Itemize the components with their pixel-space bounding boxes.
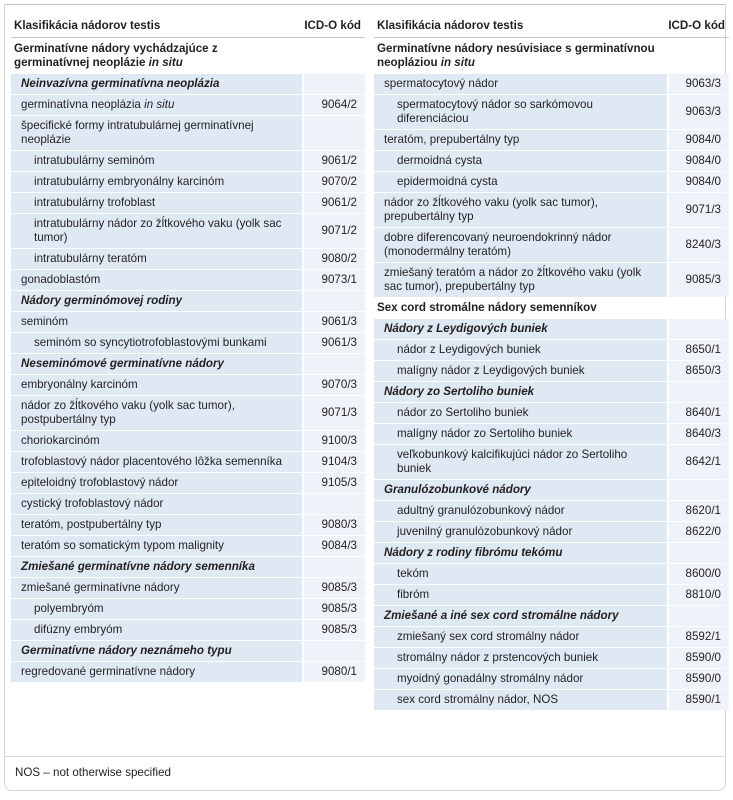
icd-code: 9071/3 xyxy=(667,193,729,227)
icd-code xyxy=(302,291,365,311)
icd-code: 9071/2 xyxy=(302,214,365,248)
table-row xyxy=(374,151,729,171)
row-name-text: Granulózobunkové nádory xyxy=(384,483,531,496)
table-row xyxy=(374,361,729,381)
row-name xyxy=(11,39,302,73)
row-name-text: seminóm xyxy=(21,315,69,328)
icd-code xyxy=(302,116,365,150)
row-name xyxy=(11,193,302,213)
row-name xyxy=(374,298,667,318)
icd-code: 9064/2 xyxy=(302,95,365,115)
row-name-text: seminóm so syncytiotrofoblastovými bunkami xyxy=(34,336,267,349)
table-row xyxy=(11,116,365,150)
row-name-text: zmiešané germinatívne nádory xyxy=(21,581,180,594)
row-name-text: intratubulárny nádor zo žĺtkového vaku (yolk sac tumor) xyxy=(34,217,282,244)
row-name-text: Zmiešané germinatívne nádory semenníka xyxy=(21,560,255,573)
header-icd-code: ICD-O kód xyxy=(302,15,365,38)
icd-code: 9061/3 xyxy=(302,312,365,332)
row-name xyxy=(374,648,667,668)
icd-code: 9063/3 xyxy=(667,95,729,129)
row-name-text: juvenilný granulózobunkový nádor xyxy=(397,525,573,538)
row-name-text: malígny nádor zo Sertoliho buniek xyxy=(397,427,573,440)
icd-code xyxy=(667,480,729,500)
icd-code xyxy=(302,74,365,94)
table-row xyxy=(374,522,729,542)
row-name xyxy=(374,522,667,542)
group-row xyxy=(374,39,729,73)
row-name xyxy=(374,382,667,402)
row-name-text: nádor zo žĺtkového vaku (yolk sac tumor), prepubertálny typ xyxy=(384,196,598,223)
table-row xyxy=(374,501,729,521)
row-name-text: veľkobunkový kalcifikujúci nádor zo Sertoliho buniek xyxy=(397,448,628,475)
subgroup-row xyxy=(11,354,365,374)
row-name xyxy=(374,172,667,192)
row-name xyxy=(374,361,667,381)
row-name xyxy=(374,480,667,500)
row-name xyxy=(11,270,302,290)
table-row xyxy=(374,340,729,360)
row-name-text: nádor zo Sertoliho buniek xyxy=(397,406,529,419)
row-name-text: embryonálny karcinóm xyxy=(21,378,138,391)
table-row xyxy=(374,585,729,605)
table-row xyxy=(11,333,365,353)
table-row xyxy=(11,151,365,171)
icd-code: 9104/3 xyxy=(302,452,365,472)
row-name-text: regredované germinatívne nádory xyxy=(21,665,196,678)
row-name xyxy=(374,340,667,360)
row-name-text: trofoblastový nádor placentového lôžka semenníka xyxy=(21,455,283,468)
row-name-text: intratubulárny seminóm xyxy=(34,154,155,167)
row-name xyxy=(11,151,302,171)
row-name-text: epiteloidný trofoblastový nádor xyxy=(21,476,179,489)
row-name xyxy=(11,641,302,661)
table-row xyxy=(11,214,365,248)
row-name-text: fibróm xyxy=(397,588,430,601)
row-name xyxy=(374,130,667,150)
row-name-text: stromálny nádor z prstencových buniek xyxy=(397,651,599,664)
icd-code xyxy=(667,298,729,318)
row-name-text: Nádory zo Sertoliho buniek xyxy=(384,385,535,398)
row-name-text: intratubulárny teratóm xyxy=(34,252,147,265)
table-row xyxy=(11,578,365,598)
group-row xyxy=(374,298,729,318)
table-header xyxy=(374,15,729,38)
row-name xyxy=(374,501,667,521)
row-name xyxy=(374,39,667,73)
table-row xyxy=(374,424,729,444)
icd-code: 9085/3 xyxy=(302,620,365,640)
table-row xyxy=(11,536,365,556)
icd-code: 8810/0 xyxy=(667,585,729,605)
icd-code: 9084/0 xyxy=(667,130,729,150)
table-header xyxy=(11,15,365,38)
row-name-text: Nádory z rodiny fibrómu tekómu xyxy=(384,546,563,559)
row-name xyxy=(11,515,302,535)
table-row xyxy=(374,669,729,689)
icd-code: 9084/0 xyxy=(667,172,729,192)
table-row xyxy=(374,648,729,668)
table-row xyxy=(11,396,365,430)
icd-code xyxy=(302,39,365,73)
row-name-text: epidermoidná cysta xyxy=(397,175,498,188)
row-name xyxy=(11,494,302,514)
row-name-text: špecifické formy intratubulárnej germinatívnej neoplázie xyxy=(21,119,254,146)
row-name-text: difúzny embryóm xyxy=(34,623,123,636)
row-name xyxy=(374,319,667,339)
icd-code: 8590/1 xyxy=(667,690,729,710)
icd-code: 9105/3 xyxy=(302,473,365,493)
table-row xyxy=(11,599,365,619)
icd-code: 8600/0 xyxy=(667,564,729,584)
subgroup-row xyxy=(374,480,729,500)
row-name xyxy=(11,599,302,619)
icd-code: 9084/0 xyxy=(667,151,729,171)
row-name-text: Germinatívne nádory vychádzajúce z germinatívnej neoplázie xyxy=(14,42,218,69)
icd-code xyxy=(667,543,729,563)
row-name xyxy=(11,396,302,430)
row-name-text: Sex cord stromálne nádory semenníkov xyxy=(377,301,597,314)
icd-code xyxy=(302,354,365,374)
row-name xyxy=(11,452,302,472)
table-row xyxy=(11,375,365,395)
icd-code: 8620/1 xyxy=(667,501,729,521)
icd-code: 9073/1 xyxy=(302,270,365,290)
row-name-text: spermatocytový nádor xyxy=(384,77,499,90)
row-name xyxy=(11,354,302,374)
table-row xyxy=(11,620,365,640)
row-name xyxy=(374,193,667,227)
row-name xyxy=(374,228,667,262)
classification-table-left xyxy=(11,14,365,683)
row-name xyxy=(374,564,667,584)
row-name xyxy=(374,151,667,171)
icd-code: 8590/0 xyxy=(667,648,729,668)
row-name-text: gonadoblastóm xyxy=(21,273,101,286)
table-row xyxy=(11,515,365,535)
table-row xyxy=(374,564,729,584)
row-name-text: germinatívna neoplázia xyxy=(21,98,141,111)
icd-code: 9080/1 xyxy=(302,662,365,682)
icd-code: 9071/3 xyxy=(302,396,365,430)
row-name xyxy=(11,662,302,682)
icd-code: 8640/1 xyxy=(667,403,729,423)
row-name-text: Neseminómové germinatívne nádory xyxy=(21,357,224,370)
table-row xyxy=(11,431,365,451)
row-name-text: Germinatívne nádory neznámeho typu xyxy=(21,644,232,657)
row-name xyxy=(374,585,667,605)
table-row xyxy=(374,445,729,479)
row-name xyxy=(11,473,302,493)
icd-code: 8640/3 xyxy=(667,424,729,444)
icd-code: 9080/3 xyxy=(302,515,365,535)
row-name-text: teratóm, postpubertálny typ xyxy=(21,518,162,531)
row-name xyxy=(374,74,667,94)
row-name-text: Nádory germinómovej rodiny xyxy=(21,294,183,307)
row-name xyxy=(374,690,667,710)
icd-code xyxy=(667,382,729,402)
header-classification: Klasifikácia nádorov testis xyxy=(374,15,667,38)
row-name-text: Nádory z Leydigových buniek xyxy=(384,322,548,335)
row-name xyxy=(374,627,667,647)
row-name-text: zmiešaný sex cord stromálny nádor xyxy=(397,630,580,643)
subgroup-row xyxy=(11,641,365,661)
icd-code: 9070/2 xyxy=(302,172,365,192)
row-name xyxy=(11,620,302,640)
row-name xyxy=(11,249,302,269)
row-name-italic: in situ xyxy=(440,56,475,69)
table-row xyxy=(374,172,729,192)
row-name xyxy=(11,557,302,577)
table-row xyxy=(11,95,365,115)
table-row xyxy=(11,249,365,269)
row-name xyxy=(374,445,667,479)
row-name-text: spermatocytový nádor so sarkómovou diferenciáciou xyxy=(397,98,593,125)
row-name-text: Zmiešané a iné sex cord stromálne nádory xyxy=(384,609,619,622)
table-row xyxy=(374,74,729,94)
icd-code xyxy=(667,319,729,339)
subgroup-row xyxy=(374,543,729,563)
footnote: NOS – not otherwise specified xyxy=(15,766,171,779)
table-row xyxy=(374,263,729,297)
icd-code: 9063/3 xyxy=(667,74,729,94)
subgroup-row xyxy=(374,319,729,339)
icd-code: 8642/1 xyxy=(667,445,729,479)
icd-code xyxy=(302,641,365,661)
row-name xyxy=(11,333,302,353)
icd-code: 8590/0 xyxy=(667,669,729,689)
row-name-text: teratóm, prepubertálny typ xyxy=(384,133,520,146)
row-name xyxy=(374,95,667,129)
row-name xyxy=(11,578,302,598)
table-row xyxy=(11,452,365,472)
row-name-text: polyembryóm xyxy=(34,602,104,615)
row-name xyxy=(374,606,667,626)
table-row xyxy=(11,473,365,493)
subgroup-row xyxy=(374,382,729,402)
row-name xyxy=(11,172,302,192)
subgroup-row xyxy=(11,74,365,94)
row-name xyxy=(11,95,302,115)
icd-code: 9061/3 xyxy=(302,333,365,353)
icd-code: 9080/2 xyxy=(302,249,365,269)
row-name xyxy=(374,424,667,444)
icd-code: 8592/1 xyxy=(667,627,729,647)
table-row xyxy=(374,95,729,129)
row-name-text: cystický trofoblastový nádor xyxy=(21,497,164,510)
icd-code: 9061/2 xyxy=(302,151,365,171)
row-name xyxy=(374,263,667,297)
row-name-text: malígny nádor z Leydigových buniek xyxy=(397,364,585,377)
subgroup-row xyxy=(11,557,365,577)
classification-table-right xyxy=(374,14,729,711)
header-icd-code: ICD-O kód xyxy=(667,15,729,38)
icd-code: 9084/3 xyxy=(302,536,365,556)
row-name xyxy=(11,312,302,332)
table-row xyxy=(11,494,365,514)
row-name-text: Neinvazívna germinatívna neoplázia xyxy=(21,77,220,90)
subgroup-row xyxy=(374,606,729,626)
table-row xyxy=(374,193,729,227)
group-row xyxy=(11,39,365,73)
row-name xyxy=(374,543,667,563)
row-name xyxy=(374,403,667,423)
row-name xyxy=(11,431,302,451)
icd-code xyxy=(302,557,365,577)
icd-code xyxy=(302,494,365,514)
row-name xyxy=(11,375,302,395)
row-name-text: adultný granulózobunkový nádor xyxy=(397,504,565,517)
table-row xyxy=(374,627,729,647)
table-row xyxy=(374,130,729,150)
icd-code: 8622/0 xyxy=(667,522,729,542)
icd-code xyxy=(667,39,729,73)
table-row xyxy=(374,228,729,262)
row-name xyxy=(11,291,302,311)
table-row xyxy=(11,270,365,290)
row-name-text: sex cord stromálny nádor, NOS xyxy=(397,693,559,706)
table-row xyxy=(374,690,729,710)
table-row xyxy=(11,662,365,682)
row-name-text: dobre diferencovaný neuroendokrinný nádor (monodermálny teratóm) xyxy=(384,231,612,258)
icd-code: 9100/3 xyxy=(302,431,365,451)
row-name xyxy=(11,74,302,94)
subgroup-row xyxy=(11,291,365,311)
right-table-body xyxy=(374,15,729,710)
row-name-text: nádor z Leydigových buniek xyxy=(397,343,541,356)
icd-code: 8240/3 xyxy=(667,228,729,262)
row-name-text: intratubulárny embryonálny karcinóm xyxy=(34,175,225,188)
row-name-text: dermoidná cysta xyxy=(397,154,483,167)
footnote-divider xyxy=(4,756,726,757)
row-name-text: intratubulárny trofoblast xyxy=(34,196,156,209)
table-row xyxy=(11,172,365,192)
row-name-italic: in situ xyxy=(148,56,183,69)
table-row xyxy=(11,312,365,332)
row-name-text: choriokarcinóm xyxy=(21,434,100,447)
table-row xyxy=(11,193,365,213)
row-name xyxy=(11,116,302,150)
left-table-body xyxy=(11,15,365,682)
icd-code: 9061/2 xyxy=(302,193,365,213)
row-name-text: nádor zo žĺtkového vaku (yolk sac tumor), postpubertálny typ xyxy=(21,399,235,426)
row-name-text: teratóm so somatickým typom malignity xyxy=(21,539,224,552)
row-name-text: zmiešaný teratóm a nádor zo žĺtkového vaku (yolk sac tumor), prepubertálny typ xyxy=(384,266,642,293)
row-name-text: Germinatívne nádory nesúvisiace s germinatívnou neopláziou xyxy=(377,42,655,69)
row-name-italic: in situ xyxy=(144,98,175,111)
icd-code: 8650/3 xyxy=(667,361,729,381)
row-name xyxy=(11,214,302,248)
table-row xyxy=(374,403,729,423)
icd-code: 9085/3 xyxy=(667,263,729,297)
row-name-text: tekóm xyxy=(397,567,429,580)
icd-code: 9085/3 xyxy=(302,578,365,598)
row-name xyxy=(11,536,302,556)
row-name xyxy=(374,669,667,689)
row-name-text: myoidný gonadálny stromálny nádor xyxy=(397,672,584,685)
icd-code: 8650/1 xyxy=(667,340,729,360)
icd-code: 9070/3 xyxy=(302,375,365,395)
icd-code xyxy=(667,606,729,626)
header-classification: Klasifikácia nádorov testis xyxy=(11,15,302,38)
icd-code: 9085/3 xyxy=(302,599,365,619)
